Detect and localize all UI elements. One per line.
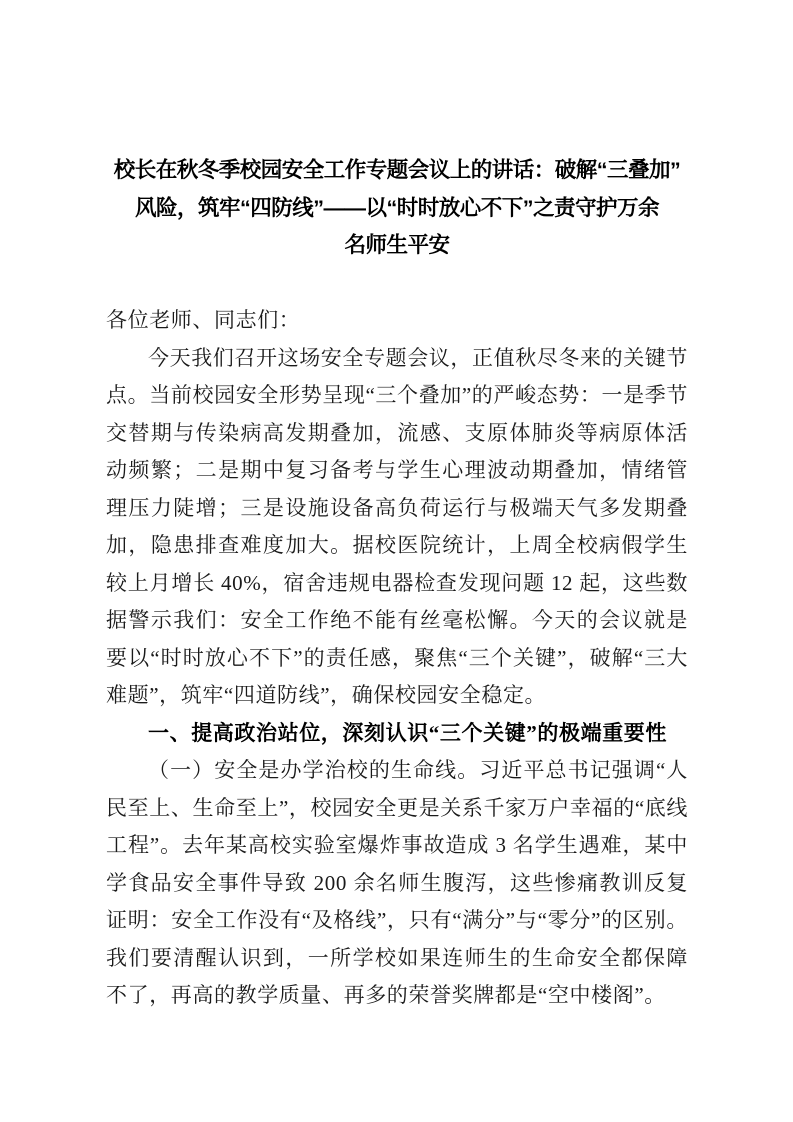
section-heading-1: 一、提高政治站位，深刻认识“三个关键”的极端重要性	[148, 720, 667, 745]
paragraph-situation-overview: 今天我们召开这场安全专题会议，正值秋尽冬来的关键节点。当前校园安全形势呈现“三个叠加”的严峻态势：一是季节交替期与传染病高发期叠加，流感、支原体肺炎等病原体活动频繁；二是期中复习备考与学生心理波动期叠加，情绪管理压力陡增；三是设施设备高负荷运行与极端天气多发期叠加，隐患排查难度加大。据校医院统计，上周全校病假学生较上月增长 40%，宿舍违规电器检查发现问题 12 起，这些数据警示我们：安全工作绝不能有丝毫松懈。今天的会议就是要以“时时放心不下”的责任感，聚焦“三个关键”，破解“三大难题”，筑牢“四道防线”，确保校园安全稳定。	[106, 345, 688, 707]
title-line-2: 风险，筑牢“四防线”——以“时时放心不下”之责守护万余	[134, 195, 659, 220]
title-line-1: 校长在秋冬季校园安全工作专题会议上的讲话：破解“三叠加”	[113, 158, 681, 182]
title-line-3: 名师生平安	[344, 233, 450, 257]
paragraph-safety-lifeline: （一）安全是办学治校的生命线。习近平总书记强调“人民至上、生命至上”，校园安全更是关系千家万户幸福的“底线工程”。去年某高校实验室爆炸事故造成 3 名学生遇难，某中学食品安全事件导致 200 余名师生腹泻，这些惨痛教训反复证明：安全工作没有“及格线”，只有“满分”与“零分”的区别。我们要清醒认识到，一所学校如果连师生的生命安全都保障不了，再高的教学质量、再多的荣誉奖牌都是“空中楼阁”。	[106, 758, 688, 1007]
document-content	[106, 152, 688, 1015]
document-body	[106, 302, 688, 1015]
document-title	[106, 152, 688, 265]
salutation: 各位老师、同志们：	[106, 308, 301, 332]
